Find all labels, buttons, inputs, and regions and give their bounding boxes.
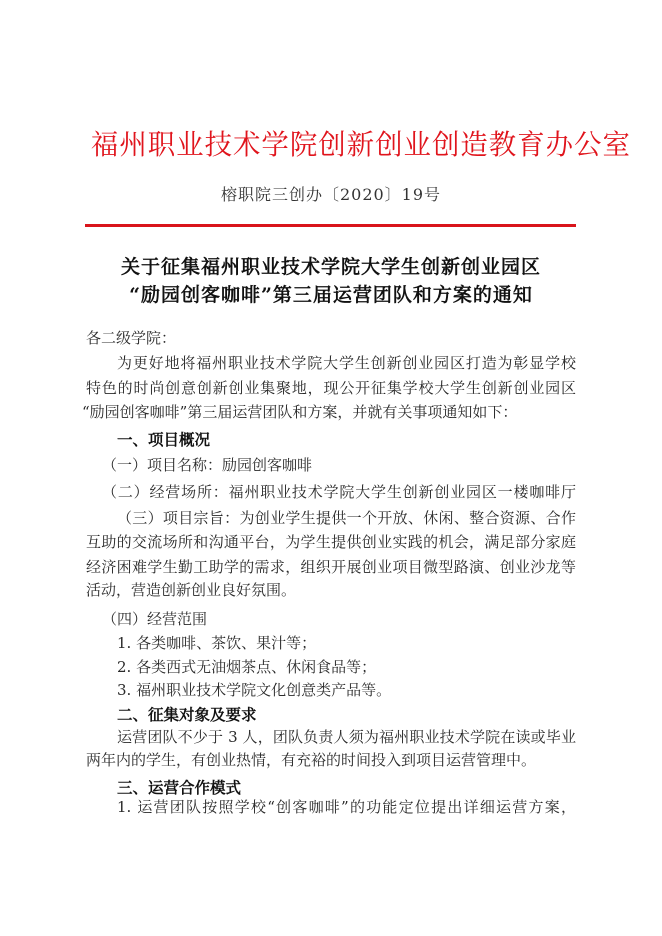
requirements-line-1: 运营团队不少于 3 人，团队负责人须为福州职业技术学院在读或毕业	[117, 728, 576, 746]
scope-list-item-2: 2. 各类西式无油烟茶点、休闲食品等；	[117, 658, 377, 676]
intro-line-3: “励园创客咖啡”第三届运营团队和方案，并就有关事项通知如下：	[82, 403, 518, 421]
section-3-heading: 三、运营合作模式	[117, 779, 242, 797]
document-number: 榕职院三创办〔2020〕19号	[220, 185, 442, 204]
project-venue: （二）经营场所：福州职业技术学院大学生创新创业园区一楼咖啡厅	[102, 483, 576, 501]
project-name: （一）项目名称：励园创客咖啡	[102, 456, 313, 474]
red-header-rule	[85, 224, 576, 227]
notice-title-line-1: 关于征集福州职业技术学院大学生创新创业园区	[120, 256, 541, 278]
project-purpose-line-2: 互助的交流场所和沟通平台，为学生提供创业实践的机会，满足部分家庭	[86, 533, 576, 551]
issuing-office-title: 福州职业技术学院创新创业创造教育办公室	[90, 128, 631, 161]
intro-line-1: 为更好地将福州职业技术学院大学生创新创业园区打造为彰显学校	[117, 354, 576, 372]
section-2-heading: 二、征集对象及要求	[117, 706, 257, 724]
business-scope-heading: （四）经营范围	[102, 610, 208, 628]
section-1-heading: 一、项目概况	[117, 431, 211, 449]
scope-list-item-3: 3. 福州职业技术学院文化创意类产品等。	[117, 681, 392, 699]
scope-list-item-1: 1. 各类咖啡、茶饮、果汁等；	[117, 634, 317, 652]
intro-line-2: 特色的时尚创意创新创业集聚地，现公开征集学校大学生创新创业园区	[86, 379, 576, 397]
requirements-line-2: 两年内的学生，有创业热情，有充裕的时间投入到项目运营管理中。	[86, 751, 537, 769]
notice-title-line-2: “励园创客咖啡”第三届运营团队和方案的通知	[129, 284, 533, 306]
cooperation-line-1: 1. 运营团队按照学校“创客咖啡”的功能定位提出详细运营方案，	[117, 798, 576, 816]
project-purpose-line-4: 活动，营造创新创业良好氛围。	[86, 581, 297, 599]
project-purpose-line-1: （三）项目宗旨：为创业学生提供一个开放、休闲、整合资源、合作	[117, 509, 576, 527]
project-purpose-line-3: 经济困难学生勤工助学的需求，组织开展创业项目微型路演、创业沙龙等	[86, 558, 576, 576]
salutation: 各二级学院：	[86, 329, 177, 347]
